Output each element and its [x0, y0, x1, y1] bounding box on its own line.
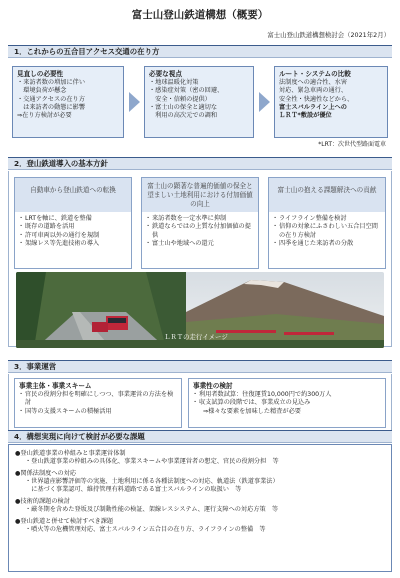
box-conclusion-line: ＬＲＴ*敷設が優位: [279, 112, 332, 120]
illustration-caption: ＬＲＴの走行イメージ: [164, 333, 228, 341]
policy-item: ・ 来訪者数を一定水準に抑制: [146, 215, 254, 223]
issue-group-heading: ●技術的課題の検討: [15, 497, 70, 505]
policy-item: ・ 四季を通じた来訪者の分散: [273, 240, 381, 248]
issue-detail: に基づく事業認可、維持管理有料道路である富士スバルラインの取扱い 等: [25, 486, 242, 494]
section1-heading: 1．これからの五合目アクセス交通の在り方: [8, 45, 392, 58]
box-conclusion-line: 富士スバルライン上への: [279, 103, 347, 111]
issue-detail: ・世界遺産影響評価等の実施、土地利用に係る各種法制度への対応、軌道法（鉄道事業法）: [25, 478, 279, 486]
policy-item: ・ 許可車両以外の通行を規制: [19, 232, 127, 240]
lrt-illustration: [16, 272, 384, 348]
policy-col-issues: [268, 177, 386, 269]
box-line: ・来訪者数の増加に伴い: [17, 78, 86, 86]
box-line: 対応、緊急車両の通行、: [279, 87, 348, 95]
policy-item: ・ 富士山や地域への還元: [146, 240, 254, 248]
box-heading: 見直しの必要性: [17, 70, 64, 78]
section4-body: [8, 444, 392, 572]
scheme-item: ・ 官民の役割分担を明確にしつつ、事業運営の方法を検討: [19, 391, 177, 408]
business-scheme-box: [14, 378, 182, 428]
box-line: 安全性・快適性などから、: [279, 95, 354, 103]
document-subtitle: 富士山登山鉄道構想検討会（2021年2月）: [267, 31, 390, 39]
policy-item: ・ 架線レス等先進技術の導入: [19, 240, 127, 248]
box-line: は来訪者の動態に影響: [17, 103, 86, 111]
box-line: ・感染症対策（密の回避、: [149, 87, 224, 95]
feasibility-conclusion: ⇒様々な要素を加味した精査が必要: [203, 407, 301, 415]
box-line: 利用の高次元での調和: [149, 112, 218, 120]
box-line: ・交通アクセスの在り方: [17, 95, 85, 103]
policy-heading: 富士山の抱える課題解決への貢献: [269, 178, 385, 212]
section3-heading: 3．事業運営: [8, 360, 392, 373]
issue-detail: ・登山鉄道事業の枠組みの具体化、事業スキームや事業運営者の想定、官民の役割分担 等: [25, 458, 279, 466]
box-heading: 事業性の検討: [193, 382, 233, 390]
box-heading: 事業主体・事業スキーム: [19, 382, 92, 390]
policy-item: ・ ライフライン整備を検討: [273, 215, 381, 223]
section2-heading: 2．登山鉄道導入の基本方針: [8, 157, 392, 170]
box-heading: ルート・システムの比較: [279, 70, 351, 78]
policy-col-conversion: [14, 177, 132, 269]
page-title: 富士山登山鉄道構想（概要）: [131, 9, 269, 21]
policy-item: ・ 信仰の対象にふさわしい五合目空間の在り方検討: [273, 223, 381, 240]
issue-group-heading: ●登山鉄道と併せて検討すべき課題: [15, 517, 114, 525]
issue-detail: ・噴火等の危機管理対応、富士スバルライン五合目の在り方、ライフラインの整備 等: [25, 525, 266, 533]
policy-item: ・ 既存の道路を活用: [19, 223, 127, 231]
policy-item: ・ 鉄道ならではの上質な付加価値の提供: [146, 223, 254, 240]
arrow-right-icon: [129, 92, 140, 112]
box-line: 法制度への適合性、水害: [279, 78, 348, 86]
policy-item: ・ LRTを軸に、鉄道を整備: [19, 215, 127, 223]
policy-col-value: [141, 177, 259, 269]
issue-group-heading: ●関係法制度への対応: [15, 469, 77, 477]
box-line: ・富士山の保全と適切な: [149, 103, 218, 111]
box-line: ⇒在り方検討が必要: [17, 112, 72, 120]
box-line: ・地球温暖化対策: [149, 78, 199, 86]
policy-heading: 自動車から登山鉄道への転換: [15, 178, 131, 212]
section1-box-viewpoints: [144, 66, 254, 138]
lrt-footnote: *LRT：次世代型路面電車: [318, 141, 386, 148]
feasibility-item: ・ 利用者数試算：往復運賃10,000円で約300万人: [193, 391, 381, 399]
section1-box-comparison: [274, 66, 388, 138]
feasibility-box: [188, 378, 386, 428]
section4-heading: 4．構想実現に向けて検討が必要な課題: [8, 430, 392, 443]
box-line: 環境負荷が懸念: [17, 87, 67, 95]
issue-group-heading: ●登山鉄道事業の枠組みと事業運営体制: [15, 450, 126, 457]
feasibility-item: ・ 収支試算の段階では、事業成立の見込み: [193, 399, 381, 407]
box-heading: 必要な視点: [149, 70, 182, 78]
box-line: 安全・信頼の提供）: [149, 95, 211, 103]
section1-box-necessity: [12, 66, 124, 138]
policy-heading: 富士山の顕著な普遍的価値の保全と望ましい土地利用における付加価値の向上: [142, 178, 258, 212]
issue-detail: ・厳冬期を含めた登坂及び制動性能の検証、架線レスシステム、運行支障への対応方策 等: [25, 506, 279, 514]
scheme-item: ・ 国等の支援スキームの積極活用: [19, 408, 177, 416]
arrow-right-icon: [259, 92, 270, 112]
